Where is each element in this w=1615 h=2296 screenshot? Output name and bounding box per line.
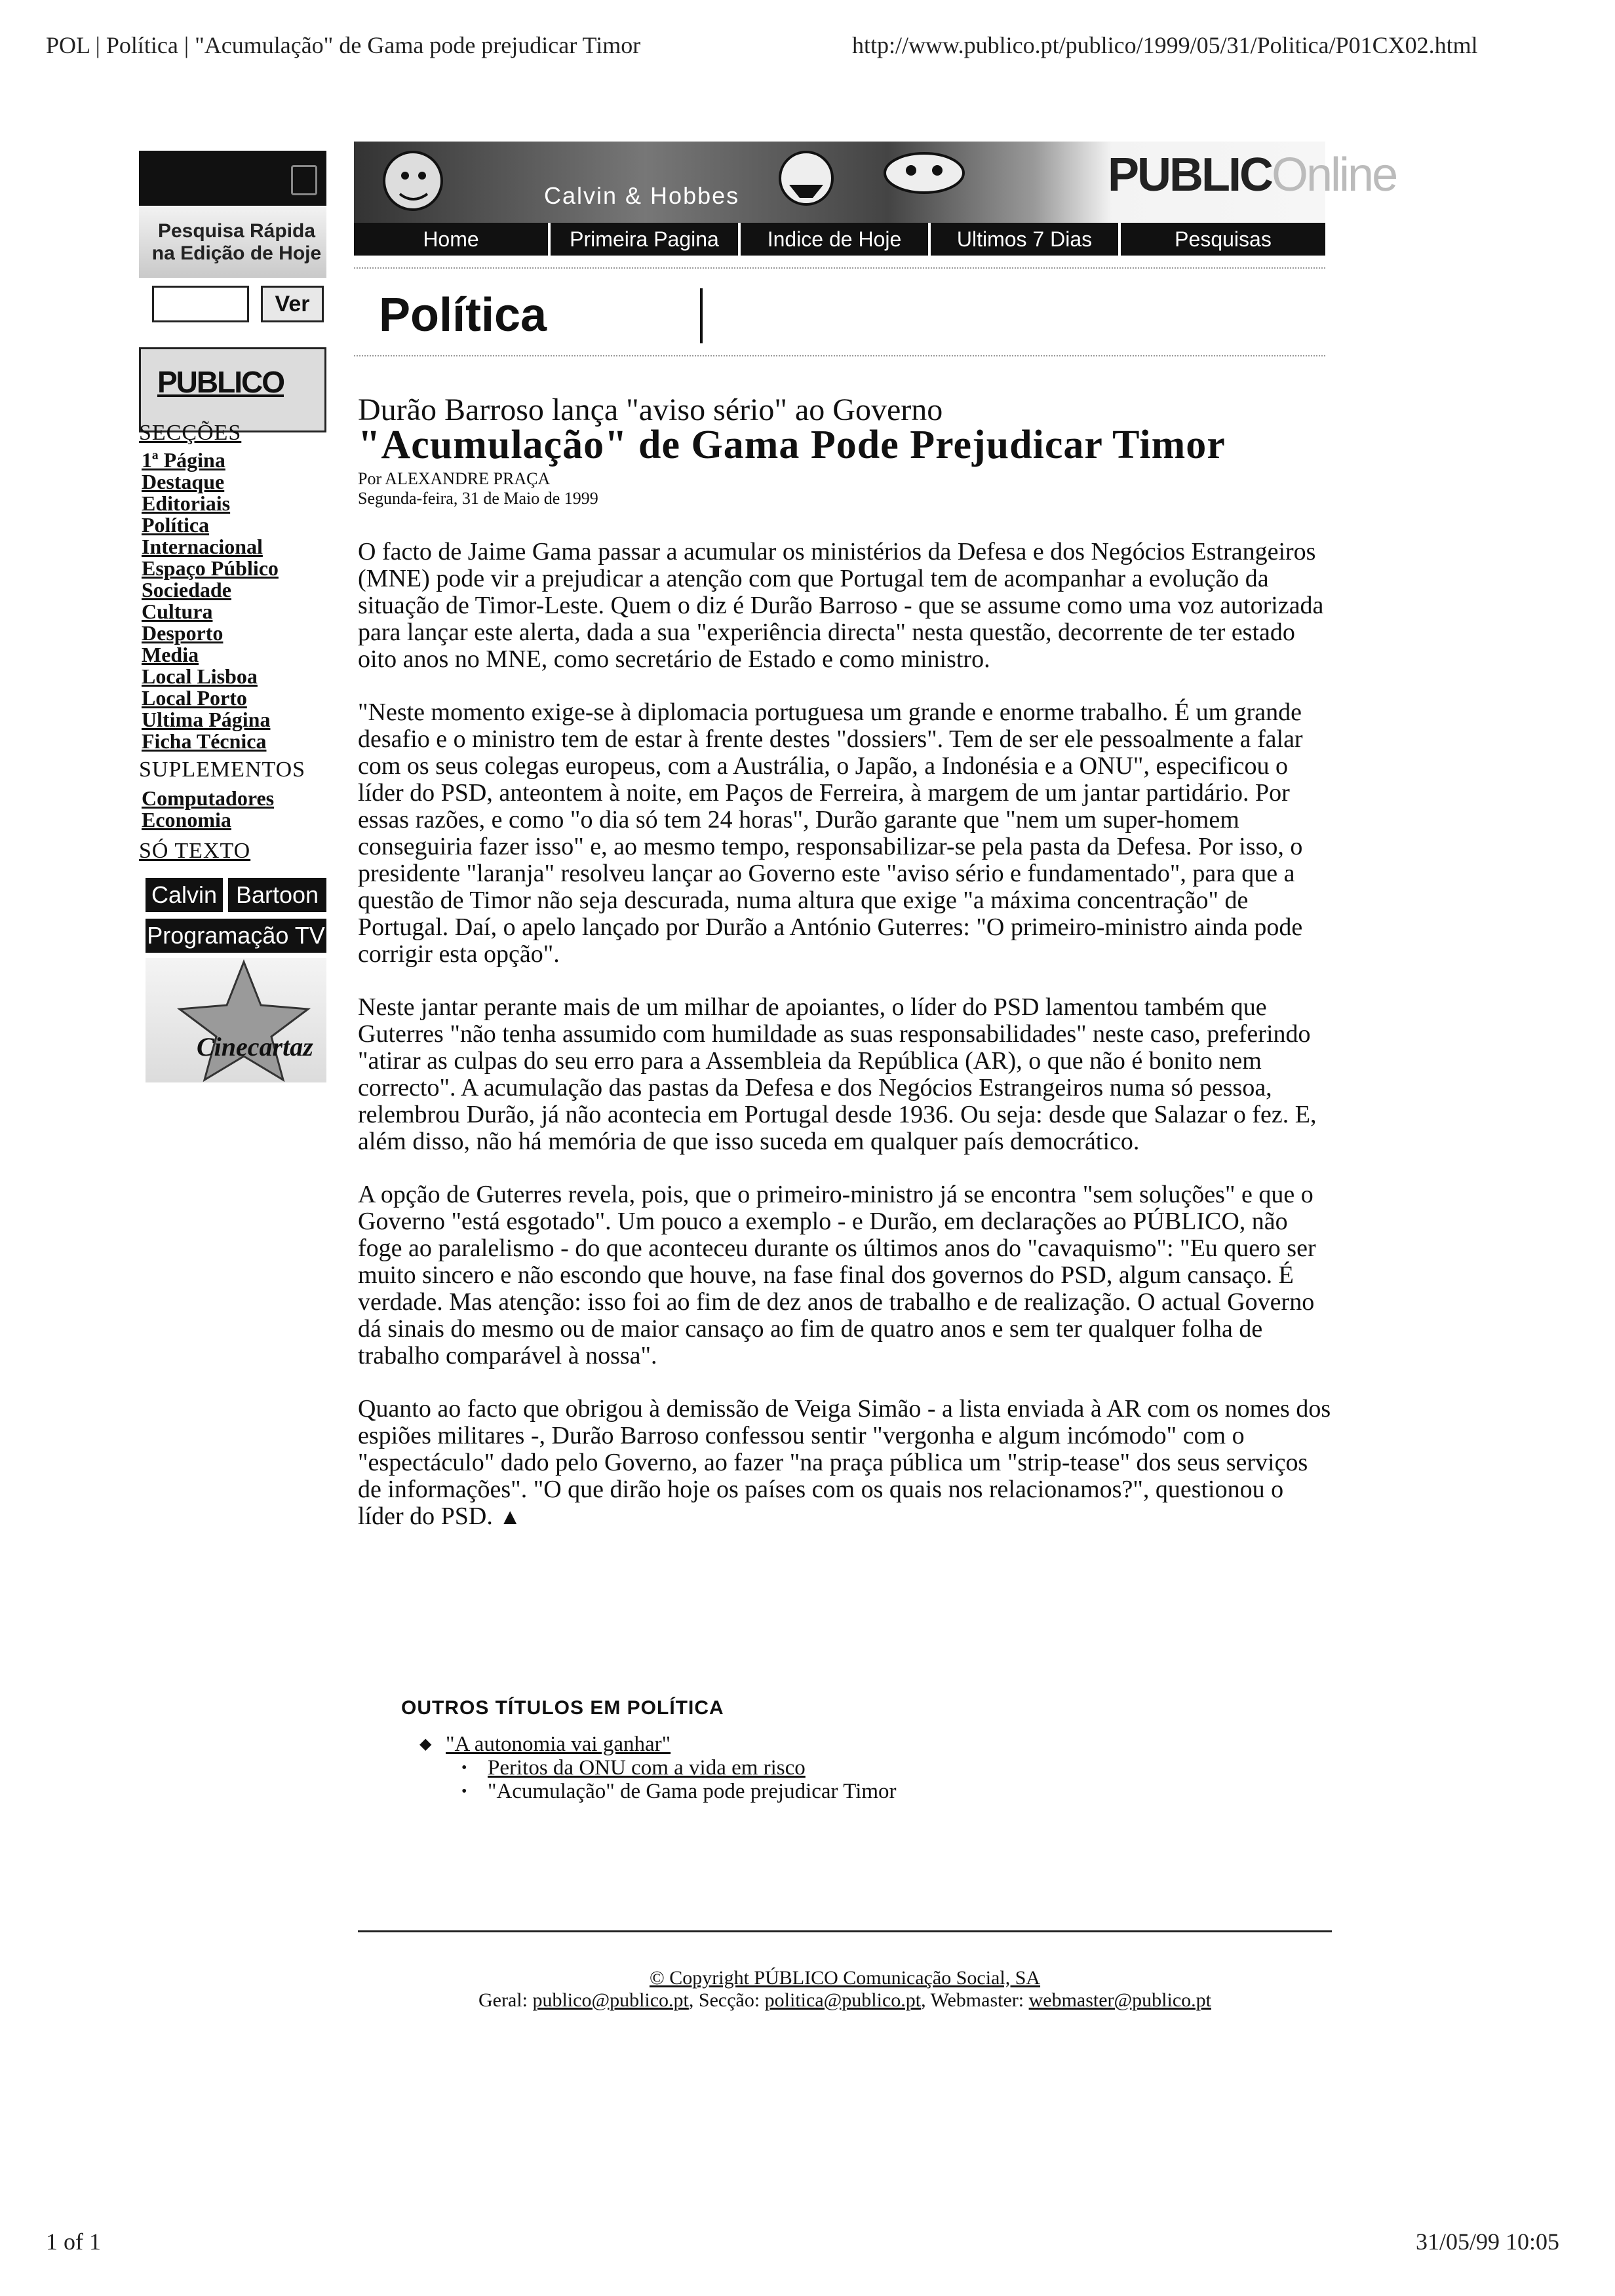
- article-paragraph-last: [358, 1396, 1334, 1531]
- quick-search-input[interactable]: [152, 286, 249, 322]
- nav-home[interactable]: Home: [354, 223, 551, 256]
- article-paragraph: A opção de Guterres revela, pois, que o primeiro-ministro já se encontra "sem soluções" e que o Governo "está esgotado". Um pouco a exemplo - e Durão, em declarações ao PÚBLICO, não foge ao paralelismo - do que aconteceu durante os últimos anos do "cavaquismo": "Eu quero ser muito sincero e não escondo que houve, na fase final dos governos do PSD, algum cansaço. É verdade. Mas atenção: isso foi ao fim de dez anos de trabalho e de realização. O actual Governo dá sinais do mesmo ou de maior cansaço ao fim de quatro anos e sem ter qualquer folha de trabalho comparável à nossa".: [358, 1181, 1316, 1369]
- article-paragraph-text: Quanto ao facto que obrigou à demissão de Veiga Simão - a lista enviada à AR com os nomes dos espiões militares -, Durão Barroso confessou sentir "vergonha e algum incómodo" com o "espectáculo" dado pelo Governo, ao fazer "na praça pública um "strip-tease" dos seus serviços de informações". "O que dirão hoje os países com os quais nos relacionamos?", questionou o líder do PSD.: [358, 1395, 1331, 1530]
- copyright-link[interactable]: © Copyright PÚBLICO Comunicação Social, SA: [649, 1967, 1041, 1989]
- banner-comic-title: Calvin & Hobbes: [544, 182, 740, 209]
- cinecartaz-banner[interactable]: [146, 958, 326, 1082]
- publico-logo-text: PUBLICO: [157, 365, 284, 399]
- sidebar-link-destaque[interactable]: Destaque: [142, 470, 225, 493]
- sidebar-link-local-porto[interactable]: Local Porto: [142, 686, 247, 710]
- contact-line: Geral: publico@publico.pt, Secção: politica@publico.pt, Webmaster: webmaster@publico.pt: [478, 1989, 1211, 2011]
- section-email-link[interactable]: politica@publico.pt: [764, 1989, 922, 2011]
- article-paragraph: Neste jantar perante mais de um milhar de apoiantes, o líder do PSD lamentou também que Guterres "não tenha assumido com humildade as suas responsabilidades" neste caso, preferindo "atirar as culpas do seu erro para a Assembleia da República (AR), o que não é bonito nem correcto". A acumulação das pastas da Defesa e dos Negócios Estrangeiros numa só pessoa, relembrou Durão, já não acontecia em Portugal desde 1936. Ou seja: desde que Salazar o fez. E, além disso, não há memória de que isso suceda em qualquer país democrático.: [358, 993, 1317, 1155]
- list-item: [419, 1756, 897, 1780]
- article-byline: Por ALEXANDRE PRAÇA: [358, 469, 551, 488]
- print-page-title: POL | Política | "Acumulação" de Gama pode prejudicar Timor: [46, 32, 641, 58]
- article-date: Segunda-feira, 31 de Maio de 1999: [358, 489, 598, 508]
- sidebar-link-internacional[interactable]: Internacional: [142, 535, 263, 558]
- nav-pesquisas[interactable]: Pesquisas: [1175, 227, 1272, 251]
- article-paragraph: "Neste momento exige-se à diplomacia portuguesa um grande e enorme trabalho. É um grande desafio e o ministro tem de estar à frente destes "dossiers". Tem de ser ele pessoalmente a falar com os seus colegas europeus, com a Austrália, o Japão, a Indonésia e a ONU", especificou o líder do PSD, anteontem à noite, em Paços de Ferreira, à margem de um jantar partidário. Por essas razões, e como "o dia só tem 24 horas", Durão garante que "nem um super-homem conseguiria fazer isso" e, ao mesmo tempo, responsabilizar-se pela pasta da Defesa. Por isso, o presidente "laranja" resolveu lançar ao Governo este "aviso sério e fundamentado", para que a questão de Timor não seja descurada, numa altura que exige "a máxima concentração" de Portugal. Daí, o apelo lançado por Durão a António Guterres: "O primeiro-ministro ainda pode corrigir esta opção".: [358, 698, 1303, 968]
- sidebar-link-editoriais[interactable]: Editoriais: [142, 491, 231, 515]
- article-kicker: Durão Barroso lança "aviso sério" ao Governo: [358, 392, 943, 427]
- print-page-url: http://www.publico.pt/publico/1999/05/31/Politica/P01CX02.html: [852, 32, 1478, 58]
- sidebar-link-ficha-tecnica[interactable]: Ficha Técnica: [142, 729, 267, 753]
- related-link[interactable]: Peritos da ONU com a vida em risco: [488, 1756, 806, 1780]
- nav-ultimos-7-dias[interactable]: Ultimos 7 Dias: [931, 223, 1121, 256]
- sidebar-link-local-lisboa[interactable]: Local Lisboa: [142, 664, 258, 688]
- sidebar-link-sociedade[interactable]: Sociedade: [142, 578, 231, 602]
- current-article-title: "Acumulação" de Gama pode prejudicar Timor: [488, 1780, 897, 1803]
- sections-heading: SECÇÕES: [139, 421, 242, 445]
- section-title: Política: [379, 289, 547, 341]
- top-navigation: [354, 223, 1325, 256]
- list-item: [419, 1732, 897, 1756]
- tv-programming-button[interactable]: Programação TV: [146, 919, 326, 953]
- article-body: [358, 539, 1334, 1557]
- logo-main: PUBLIC: [1108, 149, 1272, 201]
- related-titles-heading: OUTROS TÍTULOS EM POLÍTICA: [401, 1697, 724, 1719]
- sidebar-link-primeira-pagina[interactable]: 1ª Página: [142, 448, 225, 472]
- supplements-heading: SUPLEMENTOS: [139, 757, 306, 782]
- cinecartaz-label: Cinecartaz: [197, 1032, 313, 1062]
- sidebar-link-economia[interactable]: Economia: [142, 808, 231, 832]
- webmaster-email-link[interactable]: webmaster@publico.pt: [1028, 1989, 1211, 2011]
- sidebar-top-graphic: [139, 151, 326, 206]
- nav-primeira-pagina[interactable]: Primeira Pagina: [551, 223, 741, 256]
- list-item: [419, 1780, 897, 1803]
- sidebar-link-computadores[interactable]: Computadores: [142, 786, 275, 810]
- sidebar-link-media[interactable]: Media: [142, 643, 199, 666]
- section-divider: [700, 288, 703, 343]
- related-titles-list: [419, 1732, 897, 1803]
- webmaster-label: Webmaster:: [930, 1989, 1024, 2011]
- nav-indice-de-hoje[interactable]: Indice de Hoje: [741, 223, 931, 256]
- sidebar-link-cultura[interactable]: Cultura: [142, 600, 213, 623]
- sections-nav-list: [142, 450, 279, 752]
- calvin-button[interactable]: Calvin: [146, 878, 223, 912]
- article-headline: "Acumulação" de Gama Pode Prejudicar Timor: [358, 423, 1226, 467]
- sidebar-link-espaco-publico[interactable]: Espaço Público: [142, 556, 279, 580]
- publico-online-logo[interactable]: [1108, 148, 1396, 202]
- sidebar-link-politica[interactable]: Política: [142, 513, 210, 537]
- bartoon-button[interactable]: Bartoon: [228, 878, 326, 912]
- text-only-link[interactable]: SÓ TEXTO: [139, 839, 251, 863]
- quick-search-button[interactable]: Ver: [261, 286, 324, 322]
- sidebar-link-desporto[interactable]: Desporto: [142, 621, 224, 645]
- bullet-icon: ◆: [419, 1736, 432, 1753]
- footer-divider: [358, 1930, 1332, 1932]
- general-label: Geral:: [478, 1989, 528, 2011]
- bullet-icon: •: [461, 1783, 467, 1800]
- sidebar-link-ultima-pagina[interactable]: Ultima Página: [142, 708, 271, 731]
- print-timestamp: 31/05/99 10:05: [1416, 2229, 1560, 2255]
- end-of-article-icon: ▲: [499, 1505, 522, 1529]
- general-email-link[interactable]: publico@publico.pt: [532, 1989, 689, 2011]
- section-label: Secção:: [698, 1989, 760, 2011]
- related-link[interactable]: "A autonomia vai ganhar": [446, 1732, 671, 1756]
- bullet-icon: •: [461, 1759, 467, 1776]
- print-page-count: 1 of 1: [46, 2229, 101, 2255]
- supplements-nav-list: [142, 788, 274, 831]
- star-icon: [146, 958, 326, 1082]
- article-paragraph: O facto de Jaime Gama passar a acumular os ministérios da Defesa e dos Negócios Estrangeiros (MNE) pode vir a prejudicar a atenção com que Portugal tem de acompanhar a evolução da situação de Timor-Leste. Quem o diz é Durão Barroso - que se assume como uma voz autorizada para lançar este alerta, dada a sua "experiência directa" nesta questão, decorrente de ter estado oito anos no MNE, como secretário de Estado e como ministro.: [358, 538, 1324, 673]
- quick-search-title: Pesquisa Rápida na Edição de Hoje: [151, 220, 322, 264]
- copyright-notice: [358, 1967, 1332, 1989]
- logo-online: Online: [1272, 149, 1397, 201]
